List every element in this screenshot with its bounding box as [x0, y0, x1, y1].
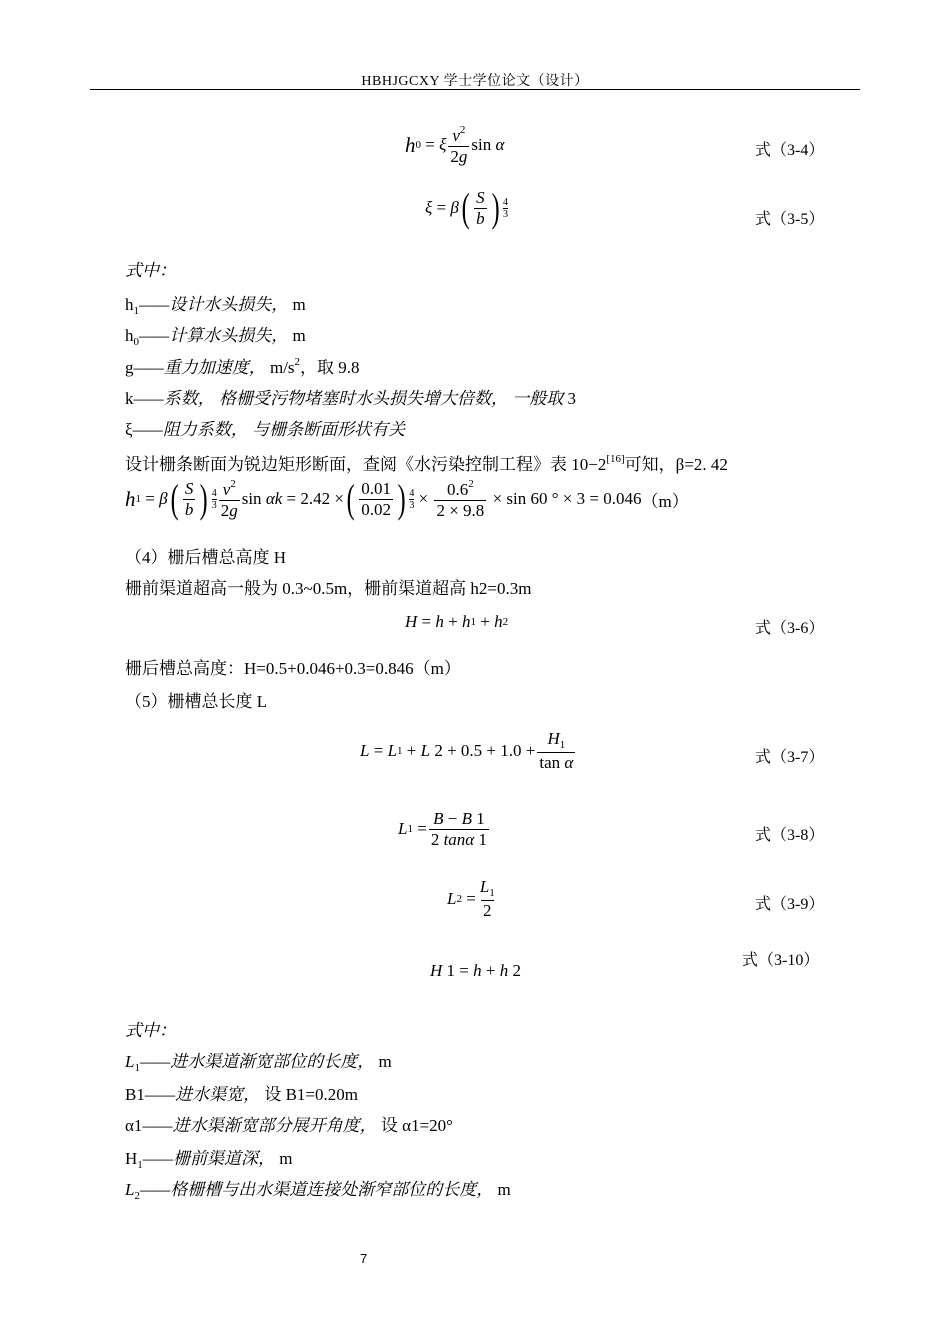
- page-number: 7: [360, 1251, 368, 1266]
- definition-xi: ξ——阻力系数， 与栅条断面形状有关: [125, 420, 406, 439]
- definition-h1: $h_1——$设计水头损失， m: [125, 295, 306, 317]
- equation-3-8: L 1 = $\frac{B - B 1}{2 \tan\alpha 1}$: [398, 809, 487, 849]
- definition-g: g——重力加速度， $m/s^2$，取 9.8: [125, 356, 360, 377]
- definition-L1: $L_1——$进水渠道渐宽部位的长度， m: [125, 1052, 392, 1074]
- page-header: HBHJGCXY 学士学位论文（设计）: [361, 74, 589, 89]
- equation-3-6: H = h + h 1 + h 2: [405, 612, 509, 631]
- equation-number-3-4: 式（3-4）: [755, 142, 825, 159]
- equation-number-3-10: 式（3-10）: [742, 952, 820, 969]
- equation-number-3-5: 式（3-5）: [755, 211, 825, 228]
- h1-calculation: h 1 = β ( $\frac{S}{b}$ ) 4 3 $\frac{v^2}{2g}$ sin αk = 2.42 × ( $\frac{0.01}{0.02}$ ) $\frac{4}{3}$ × $\frac{0.6^2}{2 \times 9.8}$ × sin 60 ° × 3 = 0.046 （m）: [125, 476, 689, 522]
- equation-3-9: L 2 = $\frac{L_1}{2}$: [447, 877, 495, 920]
- equation-3-7: L = L 1 + L 2 + 0.5 + 1.0 + $\frac{H_1}{\text{tan α}}$: [360, 729, 574, 772]
- equation-number-3-9: 式（3-9）: [755, 896, 825, 913]
- channel-note: 栅前渠道超高一般为 0.3~0.5m，栅前渠道超高 h2=0.3m: [125, 579, 532, 598]
- equation-number-3-8: 式（3-8）: [755, 827, 825, 844]
- equation-number-3-6: 式（3-6）: [755, 620, 825, 637]
- total-height-result: 栅后槽总高度：H=0.5+0.046+0.3=0.846（m）: [125, 659, 461, 678]
- section-5-heading: （5）栅槽总长度 L: [125, 692, 268, 711]
- definition-k: k——系数， 格栅受污物堵塞时水头损失增大倍数， 一般取 3: [125, 389, 576, 408]
- where-label-1: 式中：: [125, 261, 176, 280]
- header-rule: [90, 89, 860, 90]
- equation-3-10: H 1 = h + h 2: [430, 961, 521, 980]
- definition-h0: $h_0——$计算水头损失， m: [125, 326, 306, 348]
- equation-3-5: ξ = β ( $\frac{S}{b}$ ) 4 3: [425, 185, 508, 231]
- equation-number-3-7: 式（3-7）: [755, 749, 825, 766]
- design-note: 设计栅条断面为锐边矩形断面，查阅《水污染控制工程》表 10−2[16]可知，β=2. 42: [125, 453, 728, 474]
- definition-alpha1: α1——进水渠渐宽部分展开角度， 设 α1=20°: [125, 1116, 453, 1135]
- definition-H1: $H_1——$栅前渠道深， m: [125, 1149, 293, 1171]
- section-4-heading: （4）栅后槽总高度 H: [125, 548, 287, 567]
- where-label-2: 式中：: [125, 1021, 176, 1040]
- definition-L2: $L_2——$格栅槽与出水渠道连接处渐窄部位的长度， m: [125, 1180, 511, 1202]
- equation-3-4: h 0 = ξ $\frac{v^2}{2g}$ sin α: [405, 124, 505, 166]
- definition-B1: B1——进水渠宽， 设 B1=0.20m: [125, 1085, 358, 1104]
